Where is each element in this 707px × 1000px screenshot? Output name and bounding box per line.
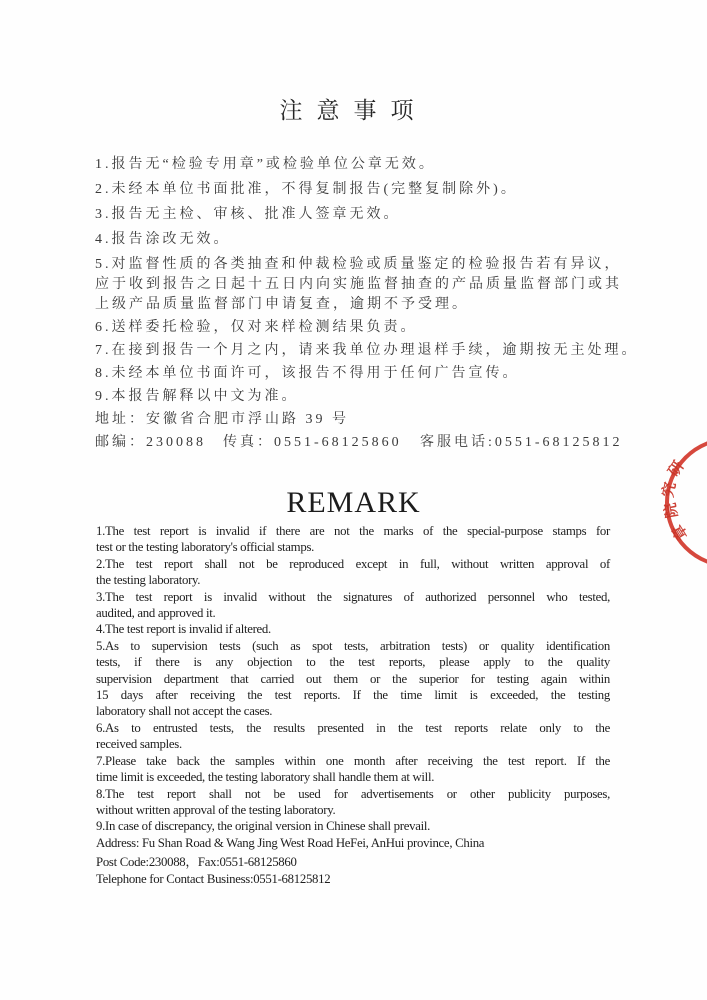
- service-phone-cn: 客服电话:0551-68125812: [420, 435, 623, 450]
- notice-cn-item-2: 2.未经本单位书面批准，不得复制报告(完整复制除外)。: [95, 182, 518, 197]
- notice-cn-item-5-cont-1: 应于收到报告之日起十五日内向实施监督抽查的产品质量监督部门或其: [95, 277, 622, 292]
- notice-cn-item-5-cont-2: 上级产品质量监督部门申请复查，逾期不予受理。: [95, 297, 469, 312]
- notice-cn-item-8: 8.未经本单位书面许可，该报告不得用于任何广告宣传。: [95, 366, 520, 381]
- address-line-cn: 地址：安徽省合肥市浮山路 39 号: [95, 412, 349, 427]
- remark-item-7-cont: time limit is exceeded, the testing laboratory shall handle them at will.: [96, 770, 435, 785]
- notice-cn-item-5: 5.对监督性质的各类抽查和仲裁检验或质量鉴定的检验报告若有异议，: [95, 257, 622, 272]
- stamp-char-2: 究: [660, 480, 680, 499]
- remark-item-6-cont: received samples.: [96, 737, 182, 752]
- remark-item-5-cont-3: 15 days after receiving the test reports. If the time limit is exceeded, the testing: [96, 688, 610, 703]
- remark-item-1: 1.The test report is invalid if there are not the marks of the special-purpose stamps for: [96, 524, 610, 538]
- remark-item-7: 7.Please take back the samples within one month after receiving the test report. If the: [96, 753, 610, 768]
- stamp-char-4: 章: [670, 521, 692, 543]
- stamp-char-1: 研: [665, 458, 688, 481]
- remark-item-3: 3.The test report is invalid without the signatures of authorized personnel who tested,: [96, 589, 610, 604]
- notice-cn-item-6: 6.送样委托检验，仅对来样检测结果负责。: [95, 320, 418, 335]
- remark-item-3-cont: audited, and approved it.: [96, 606, 216, 621]
- remark-item-5-cont-1: tests, if there is any objection to the test reports, please apply to the quality: [96, 655, 610, 670]
- remark-item-5-cont-2: supervision department that carried out them or the superior for testing again within: [96, 671, 610, 686]
- remark-list: [96, 523, 610, 887]
- address-line-en: Address: Fu Shan Road & Wang Jing West Road HeFei, AnHui province, China: [96, 835, 485, 850]
- remark-item-5-cont-4: laboratory shall not accept the cases.: [96, 704, 273, 719]
- notice-cn-item-1: 1.报告无“检验专用章”或检验单位公章无效。: [95, 157, 436, 172]
- remark-item-6: 6.As to entrusted tests, the results presented in the test reports relate only to the: [96, 720, 610, 735]
- remark-item-2-cont: the testing laboratory.: [96, 573, 201, 588]
- remark-item-5: 5.As to supervision tests (such as spot tests, arbitration tests) or quality identification: [96, 638, 610, 653]
- notice-cn-item-9: 9.本报告解释以中文为准。: [95, 389, 299, 404]
- stamp-char-3: 院: [662, 501, 682, 520]
- notice-list-cn: [95, 155, 661, 453]
- remark-item-1-cont: test or the testing laboratory's official stamps.: [96, 540, 315, 555]
- postcode-fax-line-en: Post Code:230088，Fax:0551-68125860: [96, 855, 297, 870]
- remark-item-8-cont: without written approval of the testing laboratory.: [96, 802, 336, 817]
- remark-item-2: 2.The test report shall not be reproduced except in full, without written approval of: [96, 556, 610, 571]
- telephone-line-en: Telephone for Contact Business:0551-68125812: [96, 871, 331, 886]
- notice-cn-item-4: 4.报告涂改无效。: [95, 232, 231, 247]
- notice-cn-item-3: 3.报告无主检、审核、批准人签章无效。: [95, 207, 401, 222]
- remark-item-9: 9.In case of discrepancy, the original version in Chinese shall prevail.: [96, 819, 430, 834]
- remark-item-4: 4.The test report is invalid if altered.: [96, 622, 271, 637]
- notice-cn-item-7: 7.在接到报告一个月之内，请来我单位办理退样手续，逾期按无主处理。: [95, 343, 639, 358]
- remark-item-8: 8.The test report shall not be used for advertisements or other publicity purposes,: [96, 786, 610, 801]
- postal-fax-cn: 邮编：230088 传真：0551-68125860: [95, 435, 402, 450]
- remark-title: REMARK: [286, 486, 421, 519]
- notice-title-cn: 注意事项: [279, 98, 428, 123]
- contact-line-cn: [95, 433, 661, 453]
